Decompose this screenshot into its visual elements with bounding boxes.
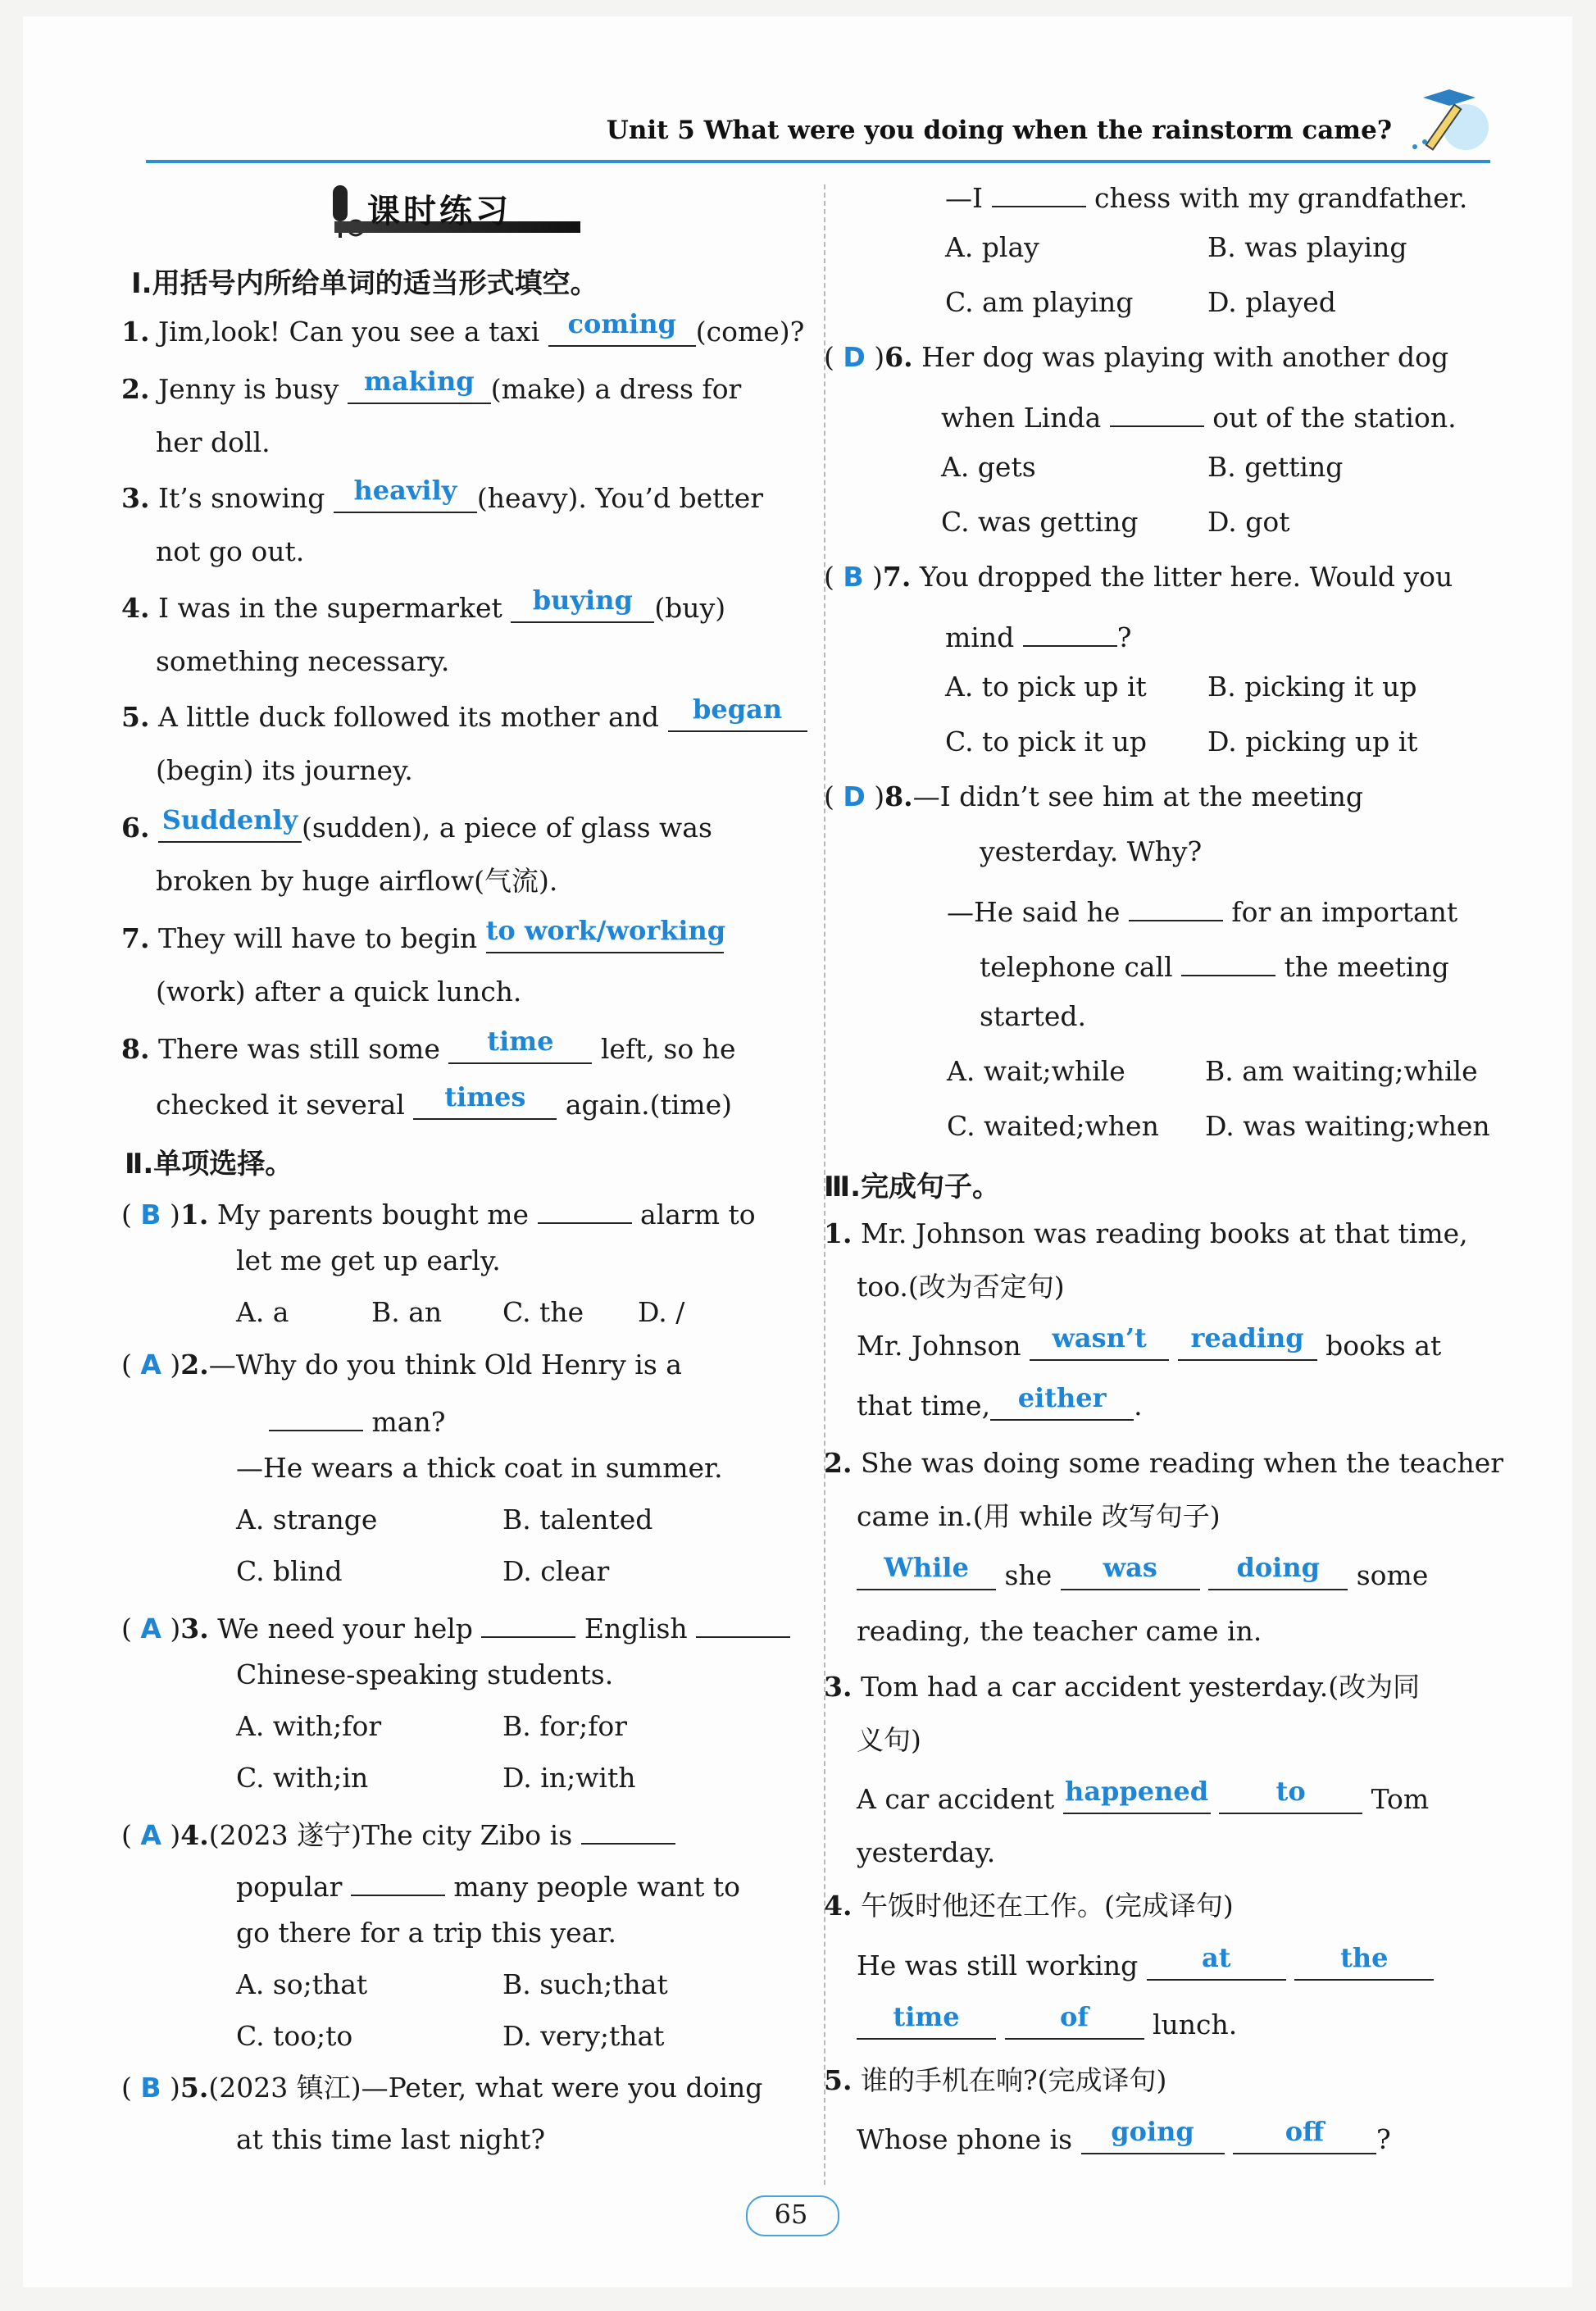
answer-blank[interactable] bbox=[1181, 945, 1275, 976]
option[interactable]: B. such;that bbox=[502, 1968, 668, 2000]
answer-blank[interactable]: time bbox=[857, 2008, 996, 2040]
answer-blank[interactable]: happened bbox=[1063, 1783, 1211, 1814]
p3-s2-answer: While she was doing some bbox=[857, 1559, 1428, 1592]
part1-title: Ⅰ.用括号内所给单词的适当形式填空。 bbox=[131, 267, 598, 300]
option[interactable]: A. with;for bbox=[236, 1710, 382, 1742]
p3-s3: 3. Tom had a car accident yesterday.(改为同 bbox=[824, 1671, 1421, 1703]
p1-item-7: 7. They will have to begin to work/working bbox=[121, 915, 726, 954]
p1-item-1: 1. Jim,look! Can you see a taxi coming (come)? bbox=[121, 308, 805, 348]
p3-s1-answer: Mr. Johnson wasn’t reading books at bbox=[857, 1322, 1442, 1362]
p3-s1: 1. Mr. Johnson was reading books at that time, bbox=[824, 1217, 1468, 1249]
p3-s5-answer: Whose phone is going off ? bbox=[857, 2116, 1391, 2155]
p3-s3-cont: 义句) bbox=[857, 1724, 921, 1756]
option[interactable]: B. getting bbox=[1207, 451, 1344, 483]
option[interactable]: C. am playing bbox=[945, 286, 1134, 318]
option[interactable]: D. clear bbox=[502, 1555, 610, 1587]
option[interactable]: A. so;that bbox=[236, 1968, 368, 2000]
part3-title: Ⅲ.完成句子。 bbox=[824, 1171, 1001, 1203]
answer-blank[interactable]: While bbox=[857, 1559, 996, 1590]
option[interactable]: C. blind bbox=[236, 1555, 343, 1587]
option[interactable]: B. am waiting;while bbox=[1205, 1055, 1478, 1087]
option[interactable]: D. very;that bbox=[502, 2020, 665, 2052]
p3-s2: 2. She was doing some reading when the teacher bbox=[824, 1447, 1504, 1479]
section-banner bbox=[318, 180, 589, 244]
p1-item-6: 6. Suddenly (sudden), a piece of glass was bbox=[121, 804, 712, 844]
answer-blank[interactable]: reading bbox=[1178, 1330, 1317, 1361]
p1-item-7-cont: (work) after a quick lunch. bbox=[156, 976, 522, 1008]
p2-q6: ( D )6. Her dog was playing with another dog bbox=[824, 341, 1449, 373]
p2-q8-cont3: telephone call the meeting bbox=[980, 945, 1449, 984]
option[interactable]: C. too;to bbox=[236, 2020, 353, 2052]
answer-blank[interactable]: off bbox=[1233, 2123, 1376, 2154]
option[interactable]: A. a bbox=[236, 1296, 289, 1328]
answer-blank[interactable]: coming bbox=[548, 316, 696, 347]
option[interactable]: B. for;for bbox=[502, 1710, 628, 1742]
p2-q8-cont4: started. bbox=[980, 1000, 1087, 1032]
p3-s4: 4. 午饭时他还在工作。(完成译句) bbox=[824, 1890, 1234, 1922]
answer-blank[interactable]: to work/working bbox=[486, 922, 724, 953]
p1-item-8-cont: checked it several times again.(time) bbox=[156, 1081, 732, 1121]
p2-q7-cont: mind ? bbox=[945, 616, 1131, 654]
p1-item-2: 2. Jenny is busy making (make) a dress for bbox=[121, 366, 742, 405]
p3-s2-cont: came in.(用 while 改写句子) bbox=[857, 1500, 1221, 1532]
p2-q2: ( A )2.—Why do you think Old Henry is a bbox=[121, 1349, 682, 1381]
answer-blank[interactable]: buying bbox=[511, 592, 654, 623]
p3-s5: 5. 谁的手机在响?(完成译句) bbox=[824, 2064, 1167, 2096]
p1-item-3: 3. It’s snowing heavily (heavy). You’d better bbox=[121, 475, 764, 514]
option[interactable]: D. got bbox=[1207, 506, 1290, 538]
answer-blank[interactable] bbox=[481, 1607, 575, 1638]
p2-q5-cont: at this time last night? bbox=[236, 2123, 546, 2155]
option[interactable]: B. was playing bbox=[1207, 231, 1407, 263]
option[interactable]: A. wait;while bbox=[947, 1055, 1125, 1087]
page-footer bbox=[738, 2189, 853, 2238]
answer-blank[interactable]: of bbox=[1005, 2008, 1144, 2040]
answer-blank[interactable]: going bbox=[1081, 2123, 1225, 2154]
p3-s3-answer: A car accident happened to Tom bbox=[857, 1776, 1430, 1815]
p1-item-6-cont: broken by huge airflow(气流). bbox=[156, 865, 558, 897]
p3-s3-answer-cont: yesterday. bbox=[857, 1836, 996, 1868]
p1-item-4: 4. I was in the supermarket buying (buy) bbox=[121, 585, 726, 624]
p2-q4: ( A )4.(2023 遂宁)The city Zibo is bbox=[121, 1813, 675, 1852]
answer-blank[interactable]: began bbox=[668, 701, 807, 732]
answer-blank[interactable]: heavily bbox=[334, 482, 477, 513]
answer-blank[interactable]: was bbox=[1061, 1559, 1200, 1590]
graduation-pencil-icon bbox=[1400, 78, 1490, 160]
option[interactable]: A. to pick up it bbox=[945, 671, 1147, 703]
answer-blank[interactable]: making bbox=[348, 373, 491, 404]
p2-q1-cont: let me get up early. bbox=[236, 1244, 501, 1276]
answer-blank[interactable] bbox=[1110, 396, 1204, 427]
answer-blank[interactable] bbox=[538, 1193, 632, 1224]
p1-item-5: 5. A little duck followed its mother and began bbox=[121, 701, 807, 734]
microphone-icon bbox=[318, 180, 367, 244]
answer-blank[interactable] bbox=[269, 1400, 363, 1431]
answer-blank[interactable]: at bbox=[1147, 1949, 1286, 1981]
answer-blank[interactable] bbox=[581, 1813, 675, 1845]
answer-blank[interactable] bbox=[1023, 616, 1117, 647]
answer-blank[interactable]: the bbox=[1294, 1949, 1434, 1981]
answer-blank[interactable]: to bbox=[1219, 1783, 1362, 1814]
option[interactable]: B. picking it up bbox=[1207, 671, 1417, 703]
answer-blank[interactable]: either bbox=[990, 1390, 1134, 1421]
answer-blank[interactable]: wasn’t bbox=[1030, 1330, 1169, 1361]
p2-q5-cont2: —I chess with my grandfather. bbox=[945, 176, 1467, 215]
option[interactable]: A. strange bbox=[236, 1504, 378, 1535]
p2-q8-cont: yesterday. Why? bbox=[980, 835, 1203, 867]
option[interactable]: D. / bbox=[638, 1296, 685, 1328]
option[interactable]: D. picking up it bbox=[1207, 726, 1418, 757]
p2-q8-cont2: —He said he for an important bbox=[947, 890, 1457, 929]
p3-s1-answer-cont: that time, either . bbox=[857, 1382, 1143, 1422]
p2-q8: ( D )8.—I didn’t see him at the meeting bbox=[824, 780, 1364, 812]
unit-title: Unit 5 What were you doing when the rainstorm came? bbox=[606, 116, 1392, 145]
p3-s1-cont: too.(改为否定句) bbox=[857, 1271, 1065, 1303]
p2-q7: ( B )7. You dropped the litter here. Would you bbox=[824, 561, 1453, 593]
answer-blank[interactable]: Suddenly bbox=[158, 812, 302, 843]
p2-q5: ( B )5.(2023 镇江)—Peter, what were you doing bbox=[121, 2072, 763, 2104]
part2-title: Ⅱ.单项选择。 bbox=[125, 1148, 293, 1181]
p2-q2-cont2: —He wears a thick coat in summer. bbox=[236, 1452, 723, 1484]
option[interactable]: B. talented bbox=[502, 1504, 653, 1535]
p2-q1: ( B )1. My parents bought me alarm to bbox=[121, 1193, 756, 1231]
option[interactable]: C. with;in bbox=[236, 1762, 369, 1794]
option[interactable]: D. was waiting;when bbox=[1205, 1110, 1490, 1142]
answer-blank[interactable]: times bbox=[413, 1089, 557, 1120]
p1-item-8: 8. There was still some time left, so he bbox=[121, 1026, 736, 1065]
option[interactable]: D. played bbox=[1207, 286, 1336, 318]
p3-s4-answer-cont: time of lunch. bbox=[857, 2008, 1237, 2041]
p2-q3-cont: Chinese-speaking students. bbox=[236, 1658, 614, 1690]
p2-q6-cont: when Linda out of the station. bbox=[941, 396, 1457, 434]
answer-blank[interactable] bbox=[696, 1607, 790, 1638]
p1-item-4-cont: something necessary. bbox=[156, 645, 450, 677]
p1-item-5-cont: (begin) its journey. bbox=[156, 754, 413, 786]
answer-blank[interactable] bbox=[992, 176, 1086, 207]
option[interactable]: C. to pick it up bbox=[945, 726, 1148, 757]
p3-s4-answer: He was still working at the bbox=[857, 1949, 1434, 1982]
p2-q2-cont: man? bbox=[269, 1400, 445, 1439]
answer-blank[interactable] bbox=[1129, 890, 1223, 921]
option[interactable]: C. the bbox=[502, 1296, 584, 1328]
answer-blank[interactable] bbox=[351, 1865, 445, 1896]
p2-q4-cont2: go there for a trip this year. bbox=[236, 1917, 617, 1949]
option[interactable]: A. play bbox=[945, 231, 1039, 263]
p2-q3: ( A )3. We need your help English bbox=[121, 1607, 790, 1645]
answer-blank[interactable]: doing bbox=[1208, 1559, 1348, 1590]
option[interactable]: C. waited;when bbox=[947, 1110, 1159, 1142]
page-number: 65 bbox=[774, 2199, 808, 2230]
option[interactable]: C. was getting bbox=[941, 506, 1139, 538]
option[interactable]: A. gets bbox=[941, 451, 1036, 483]
banner-title: 课时练习 bbox=[367, 193, 512, 230]
p2-q4-cont: popular many people want to bbox=[236, 1865, 740, 1904]
p1-item-3-cont: not go out. bbox=[156, 535, 305, 567]
p1-item-2-cont: her doll. bbox=[156, 426, 271, 458]
option[interactable]: B. an bbox=[371, 1296, 443, 1328]
option[interactable]: D. in;with bbox=[502, 1762, 636, 1794]
answer-blank[interactable]: time bbox=[448, 1033, 592, 1064]
page-header bbox=[146, 111, 1490, 163]
p3-s2-answer-cont: reading, the teacher came in. bbox=[857, 1615, 1262, 1647]
